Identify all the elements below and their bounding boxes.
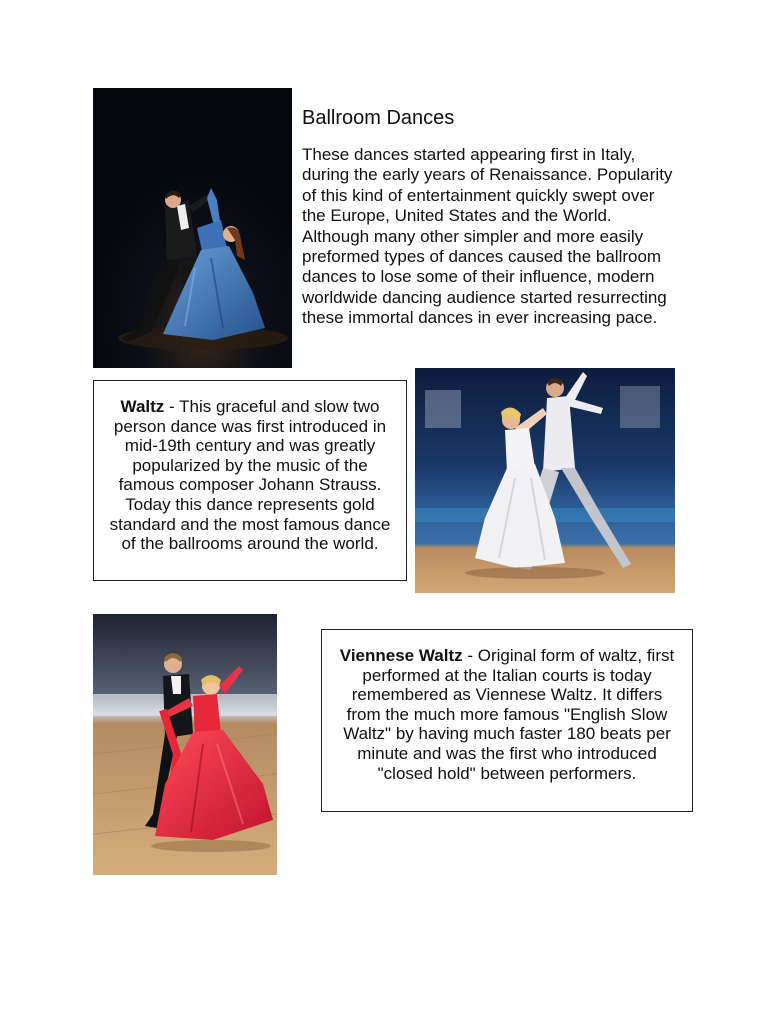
viennese-waltz-description: - Original form of waltz, first performed at the Italian courts is today remembered as Viennese Waltz. It differs from the much more famous "English Slow Waltz" by having much faster 180 beats per minute and was the first who introduced "closed hold" between performers. — [343, 646, 675, 783]
ballroom-couple-red-dress-photo — [93, 614, 277, 875]
viennese-waltz-heading: Viennese Waltz — [339, 646, 463, 665]
ballroom-couple-blue-dress-photo — [93, 88, 292, 368]
waltz-heading: Waltz — [120, 397, 165, 416]
page-title: Ballroom Dances — [302, 107, 455, 129]
ballroom-couple-white-dress-photo — [415, 368, 675, 593]
waltz-description-box — [93, 380, 407, 581]
waltz-description: - This graceful and slow two person dance was first introduced in mid-19th century and was greatly popularized by the music of the famous composer Johann Strauss. Today this dance represents gold standard and the most famous dance of the ballrooms around the world. — [109, 397, 391, 554]
intro-paragraph: These dances started appearing first in Italy, during the early years of Renaissance. Popularity of this kind of entertainment quickly swept over the Europe, United States and the World. Although many other simpler and more easily preformed types of dances caused the ballroom dances to lose some of their influence, modern worldwide dancing audience started resurrecting these immortal dances in ever increasing pace. — [302, 145, 673, 328]
viennese-waltz-description-box — [321, 629, 693, 812]
